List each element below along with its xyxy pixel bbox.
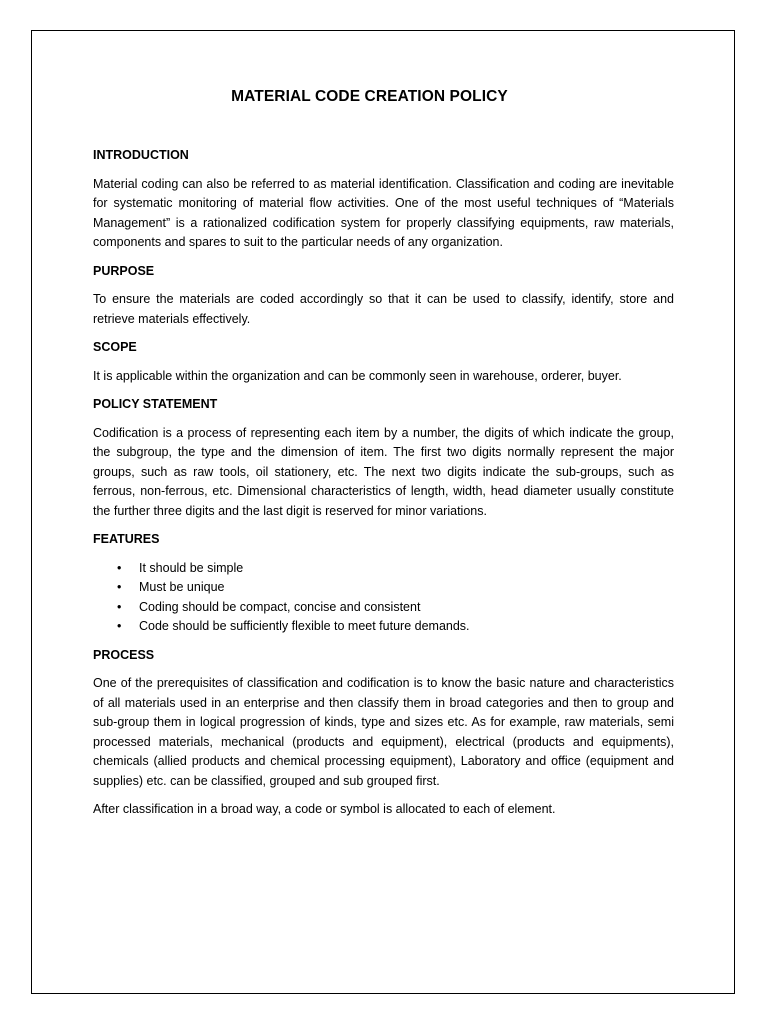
section-paragraph: One of the prerequisites of classification and codification is to know the basic nature and characteristics of all materials used in an enterprise and then classify them in broad categories and then to group and sub-group them in logical progression of kinds, type and sizes etc. As for example, raw materials, semi processed materials, mechanical (products and equipment), electrical (products and equipments), chemicals (allied products and chemical processing equipment), Laboratory and office (equipment and supplies) etc. can be classified, grouped and sub grouped first. (93, 676, 674, 788)
section-heading: FEATURES (93, 532, 160, 546)
section-paragraph: Codification is a process of representing each item by a number, the digits of which indicate the group, the subgroup, the type and the dimension of item. The first two digits normally represent the major groups, such as raw tools, oil stationery, etc. The next two digits indicate the sub-groups, such as ferrous, non-ferrous, etc. Dimensional characteristics of length, width, head diameter usually constitute the further three digits and the last digit is reserved for minor variations. (93, 425, 674, 518)
section-heading: PROCESS (93, 647, 155, 662)
section-heading: INTRODUCTION (93, 148, 189, 162)
section-purpose (93, 262, 674, 330)
list-item-text: Code should be sufficiently flexible to meet future demands. (139, 619, 470, 633)
section-paragraph: After classification in a broad way, a code or symbol is allocated to each of element. (93, 802, 556, 816)
section-paragraph: Material coding can also be referred to as material identification. Classification and coding are inevitable for systematic monitoring of material flow activities. One of the most useful techniques of “Materials Management” is a rationalized codification system for properly classifying equipments, raw materials, components and spares to suit to the particular needs of any organization. (93, 176, 674, 249)
section-heading: PURPOSE (93, 263, 155, 278)
list-item-text: Coding should be compact, concise and consistent (139, 599, 421, 614)
section-scope (93, 338, 674, 386)
bullet-icon: • (117, 619, 122, 633)
section-policy-statement (93, 395, 674, 521)
section-paragraph: To ensure the materials are coded accordingly so that it can be used to classify, identify, store and retrieve materials effectively. (93, 292, 674, 326)
features-list (93, 559, 674, 637)
list-item (93, 598, 674, 618)
bullet-icon: • (117, 560, 122, 575)
list-item (93, 578, 674, 598)
document-body (93, 88, 674, 829)
section-process (93, 646, 674, 820)
bullet-icon: • (117, 599, 122, 614)
section-introduction (93, 146, 674, 253)
section-features (93, 530, 674, 637)
section-heading: SCOPE (93, 340, 137, 354)
section-paragraph: It is applicable within the organization and can be commonly seen in warehouse, orderer, buyer. (93, 368, 622, 383)
bullet-icon: • (117, 580, 122, 594)
list-item (93, 559, 674, 579)
section-heading: POLICY STATEMENT (93, 397, 218, 411)
list-item-text: It should be simple (139, 560, 244, 575)
document-title: MATERIAL CODE CREATION POLICY (231, 88, 508, 105)
list-item-text: Must be unique (139, 580, 225, 594)
list-item (93, 617, 674, 637)
